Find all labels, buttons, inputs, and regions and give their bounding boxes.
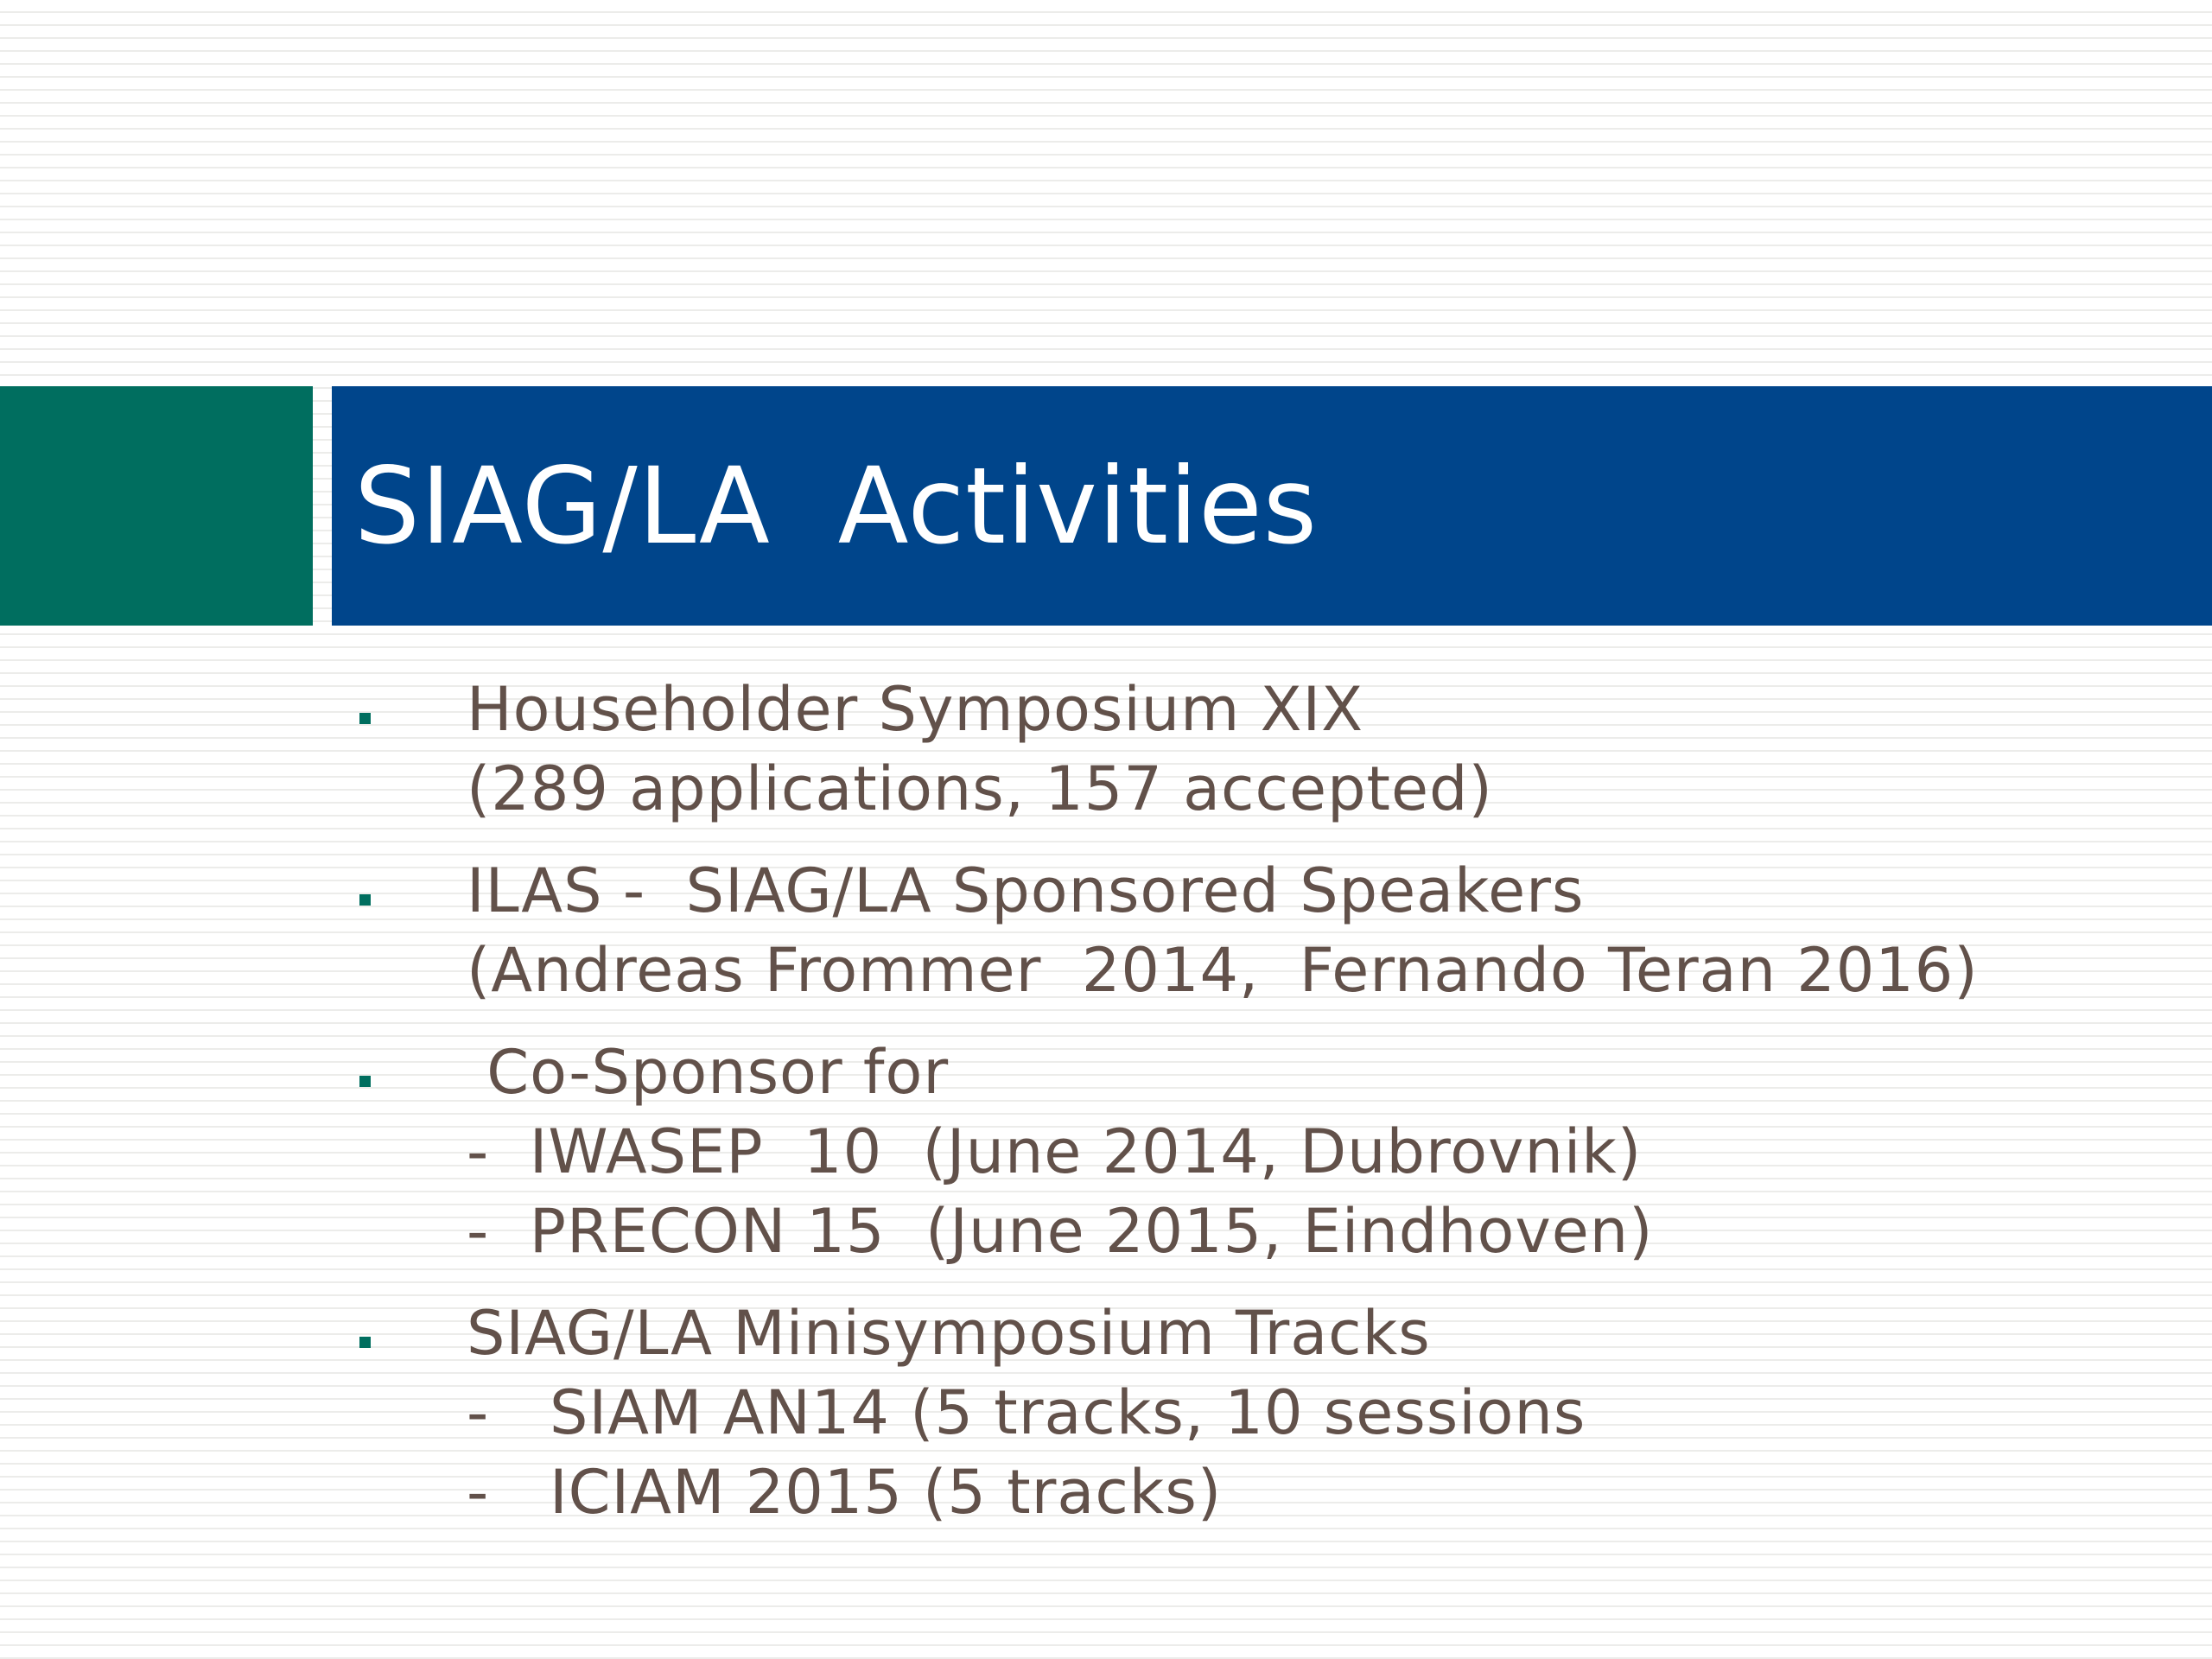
item-line: - ICIAM 2015 (5 tracks) (467, 1457, 1223, 1528)
list-item-co-sponsor (346, 1033, 2160, 1271)
bullet-marker (359, 894, 371, 906)
item-line: (Andreas Frommer 2014, Fernando Teran 2016) (467, 935, 1979, 1006)
item-line: Householder Symposium XIX (467, 674, 1364, 745)
list-item-minisymposium (346, 1294, 2160, 1532)
accent-block (0, 386, 313, 626)
slide-title: SIAG/LA Activities (354, 444, 1318, 568)
item-line: (289 applications, 157 accepted) (467, 753, 1493, 824)
item-line: Co-Sponsor for (467, 1037, 950, 1108)
bullet-marker (359, 1337, 371, 1348)
list-item-householder (346, 670, 2160, 829)
item-line: - IWASEP 10 (June 2014, Dubrovnik) (467, 1116, 1643, 1187)
bullet-list (346, 670, 2160, 1554)
item-line: ILAS - SIAG/LA Sponsored Speakers (467, 855, 1585, 926)
title-bar (332, 386, 2212, 626)
bullet-marker (359, 1076, 371, 1087)
item-line: SIAG/LA Minisymposium Tracks (467, 1298, 1431, 1369)
item-line: - SIAM AN14 (5 tracks, 10 sessions (467, 1377, 1586, 1448)
item-line: - PRECON 15 (June 2015, Eindhoven) (467, 1196, 1654, 1267)
list-item-ilas (346, 851, 2160, 1010)
bullet-marker (359, 713, 371, 724)
